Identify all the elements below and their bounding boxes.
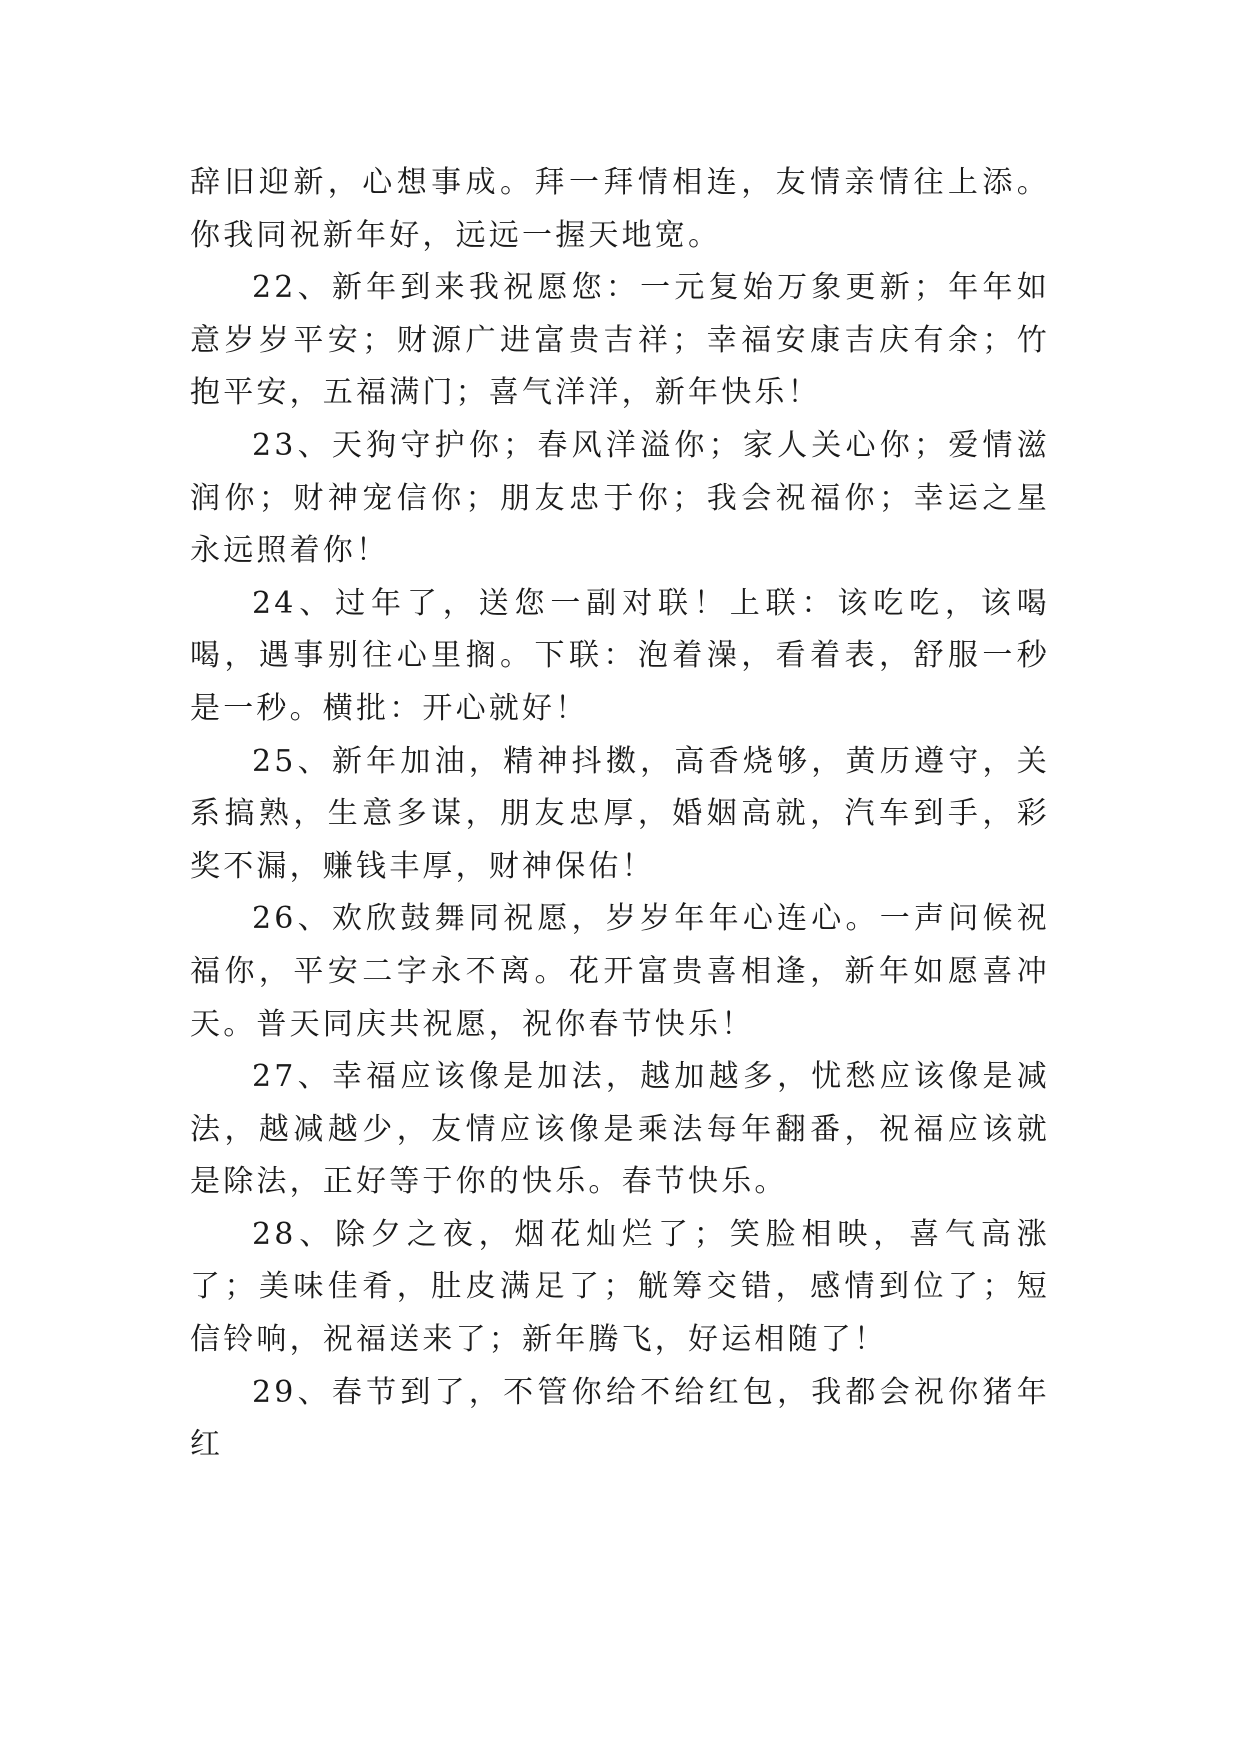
paragraph-25: 25、新年加油，精神抖擞，高香烧够，黄历遵守，关系搞熟，生意多谋，朋友忠厚，婚姻高就，汽车到手，彩奖不漏，赚钱丰厚，财神保佑！ [190, 743, 1050, 884]
paragraph-28: 28、除夕之夜，烟花灿烂了；笑脸相映，喜气高涨了；美味佳肴，肚皮满足了；觥筹交错，感情到位了；短信铃响，祝福送来了；新年腾飞，好运相随了！ [190, 1216, 1050, 1358]
paragraph-23: 23、天狗守护你；春风洋溢你；家人关心你；爱情滋润你；财神宠信你；朋友忠于你；我会祝福你；幸运之星永远照着你！ [190, 427, 1050, 569]
paragraph-27: 27、幸福应该像是加法，越加越多，忧愁应该像是减法，越减越少，友情应该像是乘法每年翻番，祝福应该就是除法，正好等于你的快乐。春节快乐。 [190, 1059, 1050, 1200]
paragraph-26: 26、欢欣鼓舞同祝愿，岁岁年年心连心。一声问候祝福你，平安二字永不离。花开富贵喜相逢，新年如愿喜冲天。普天同庆共祝愿，祝你春节快乐！ [190, 901, 1050, 1042]
paragraph-22: 22、新年到来我祝愿您：一元复始万象更新；年年如意岁岁平安；财源广进富贵吉祥；幸福安康吉庆有余；竹抱平安，五福满门；喜气洋洋，新年快乐！ [190, 270, 1050, 411]
paragraph-24: 24、过年了，送您一副对联！上联：该吃吃，该喝喝，遇事别往心里搁。下联：泡着澡，看着表，舒服一秒是一秒。横批：开心就好！ [190, 585, 1050, 726]
document-body [190, 157, 1050, 1472]
paragraph-21-continuation: 辞旧迎新，心想事成。拜一拜情相连，友情亲情往上添。你我同祝新年好，远远一握天地宽。 [190, 165, 1050, 253]
paragraph-29: 29、春节到了，不管你给不给红包，我都会祝你猪年红 [190, 1374, 1050, 1463]
